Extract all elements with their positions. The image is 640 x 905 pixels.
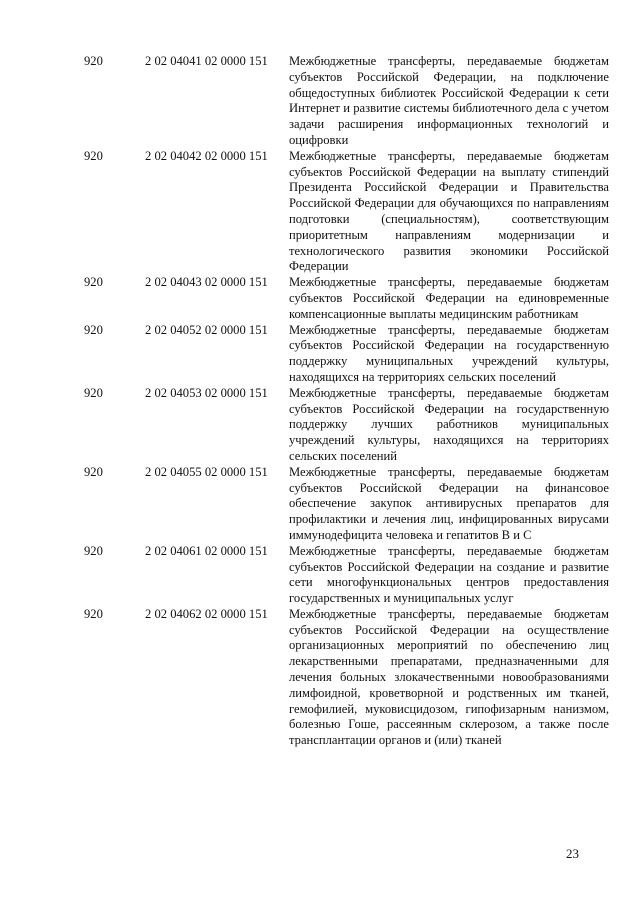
code-description: Межбюджетные трансферты, передаваемые бюджетам субъектов Российской Федерации на государственную поддержку муниципальных учреждений культуры, находящихся на территориях сельских поселений [289, 322, 609, 384]
code-description: Межбюджетные трансферты, передаваемые бюджетам субъектов Российской Федерации на осуществление организационных мероприятий по обеспечению лиц лекарственными препаратами, предназначенными для лечения больных злокачественными новообразованиями лимфоидной, кроветворной и родственных им тканей, гемофилией, муковисцидозом, гипофизарным нанизмом, болезнью Гоше, рассеянным склерозом, а также после трансплантации органов и (или) тканей [289, 606, 609, 748]
table-row [0, 149, 640, 275]
budget-classification-code: 2 02 04043 02 0000 151 [145, 275, 268, 290]
table-row [0, 465, 640, 544]
code-description: Межбюджетные трансферты, передаваемые бюджетам субъектов Российской Федерации на финансовое обеспечение закупок антивирусных препаратов для профилактики и лечения лиц, инфицированных вирусами иммунодефицита человека и гепатитов В и С [289, 464, 609, 542]
code-description: Межбюджетные трансферты, передаваемые бюджетам субъектов Российской Федерации на государственную поддержку лучших работников муниципальных учреждений культуры, находящихся на территориях сельских поселений [289, 385, 609, 463]
admin-code: 920 [84, 275, 103, 290]
budget-classification-code: 2 02 04061 02 0000 151 [145, 543, 268, 558]
table-row [0, 386, 640, 465]
code-description: Межбюджетные трансферты, передаваемые бюджетам субъектов Российской Федерации на создание и развитие сети многофункциональных центров предоставления государственных и муниципальных услуг [289, 543, 609, 606]
table-row [0, 607, 640, 749]
admin-code: 920 [84, 54, 103, 68]
code-description: Межбюджетные трансферты, передаваемые бюджетам субъектов Российской Федерации на выплату стипендий Президента Российской Федерации и Правительства Российской Федерации для обучающихся по направлениям подготовки (специальностям), соответствующим приоритетным направлениям модернизации и технологического развития экономики Российской Федерации [289, 148, 609, 274]
table-row [0, 275, 640, 322]
table-row [0, 544, 640, 607]
budget-classification-code: 2 02 04062 02 0000 151 [145, 606, 268, 621]
admin-code: 920 [84, 543, 103, 558]
budget-classification-code: 2 02 04053 02 0000 151 [145, 385, 268, 400]
budget-classification-code: 2 02 04055 02 0000 151 [145, 464, 268, 479]
budget-classification-code: 2 02 04041 02 0000 151 [145, 54, 268, 68]
page-number: 23 [566, 846, 579, 861]
code-description: Межбюджетные трансферты, передаваемые бюджетам субъектов Российской Федерации, на подключение общедоступных библиотек Российской Федерации к сети Интернет и развитие системы библиотечного дела с учетом задачи расширения информационных технологий и оцифровки [289, 54, 609, 147]
table-row [0, 323, 640, 386]
table-row [0, 54, 640, 149]
admin-code: 920 [84, 606, 103, 621]
admin-code: 920 [84, 322, 103, 337]
admin-code: 920 [84, 464, 103, 479]
code-description: Межбюджетные трансферты, передаваемые бюджетам субъектов Российской Федерации на единовременные компенсационные выплаты медицинским работникам [289, 275, 609, 321]
admin-code: 920 [84, 148, 103, 163]
budget-code-table [0, 54, 640, 749]
admin-code: 920 [84, 385, 103, 400]
budget-classification-code: 2 02 04052 02 0000 151 [145, 322, 268, 337]
budget-classification-code: 2 02 04042 02 0000 151 [145, 148, 268, 163]
